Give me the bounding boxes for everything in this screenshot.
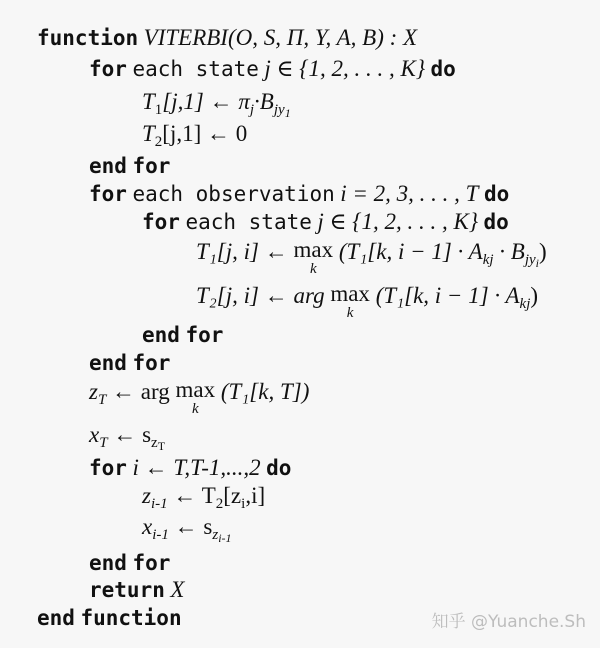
b-term: · B [493, 239, 525, 264]
keyword-end: end [37, 606, 75, 630]
t1-update-rhs: (T₁[k, i − 1] · A [338, 239, 483, 264]
b-subscript: jy [273, 102, 285, 118]
x-symbol: x [142, 514, 153, 539]
line-for-each-state-inner [142, 208, 509, 236]
max-subscript: k [346, 305, 354, 321]
keyword-for: for [89, 182, 127, 206]
z-subscript: i-1 [150, 496, 168, 512]
keyword-function: function [37, 26, 139, 50]
s-assign: ← s [107, 422, 152, 447]
line-for-each-state-init [89, 55, 456, 83]
max-operator [176, 378, 216, 417]
z-subscript: i-1 [218, 531, 232, 545]
s-assign: ← s [168, 514, 213, 539]
keyword-do: do [483, 210, 509, 234]
t1-symbol: T [142, 89, 155, 114]
line-t1-update [196, 238, 547, 277]
keyword-do: do [266, 456, 292, 480]
z-symbol: z [89, 379, 98, 404]
line-end-for-4 [89, 549, 170, 577]
keyword-end: end [89, 351, 127, 375]
keyword-do: do [483, 182, 510, 206]
max-label: max [330, 281, 370, 306]
b-subscript: jy [524, 252, 536, 268]
keyword-end: end [142, 323, 180, 347]
loop-text: each observation [132, 182, 335, 206]
s-subscript: z [212, 527, 219, 543]
closing-paren: ) [539, 239, 547, 264]
t2-subscript: 2 [154, 134, 163, 150]
function-name: VITERBI [143, 25, 228, 50]
max-operator [293, 238, 333, 277]
line-function-header [37, 24, 417, 52]
max-label: max [293, 237, 334, 262]
loop-text: each state [132, 57, 259, 81]
line-t1-init [142, 88, 291, 120]
closing-paren: ) [530, 283, 539, 308]
line-end-function [37, 604, 182, 632]
t2-init-expression: [j,1] ← 0 [162, 121, 248, 146]
a-subscript: kj [519, 296, 531, 312]
loop-range: j ∈ {1, 2, . . . , K} [317, 209, 479, 234]
pi-subscript: j [249, 102, 255, 118]
x-symbol: x [89, 422, 100, 447]
y-subscript: 1 [284, 106, 291, 120]
max-label: max [175, 377, 216, 402]
keyword-for: for [185, 323, 224, 347]
t2-index-close: ,i] [245, 483, 266, 508]
loop-text: each state [185, 210, 312, 234]
loop-range: j ∈ {1, 2, . . . , K} [264, 56, 426, 81]
argmax-argument: (T₁[k, T]) [220, 379, 310, 404]
keyword-for: for [132, 154, 171, 178]
line-z-backtrack [142, 482, 265, 510]
t1-update-lhs: T₁[j, i] ← [196, 239, 288, 264]
s-subscript: z [151, 435, 158, 451]
t2-update-rhs: (T₁[k, i − 1] · A [375, 283, 520, 308]
keyword-for: for [132, 551, 171, 575]
line-end-for-3 [89, 349, 170, 377]
x-subscript: i-1 [152, 527, 169, 543]
a-subscript: kj [482, 252, 494, 268]
max-subscript: k [309, 261, 317, 277]
b-term: ·B [254, 89, 274, 114]
line-for-each-observation [89, 180, 509, 208]
max-subscript: k [191, 401, 199, 417]
line-end-for-1 [89, 152, 170, 180]
line-end-for-2 [142, 321, 223, 349]
function-args: (O, S, Π, Y, A, B) : X [227, 25, 418, 50]
watermark: 知乎 @Yuanche.Sh [431, 612, 586, 632]
keyword-function: function [80, 606, 182, 630]
z-symbol: z [142, 483, 151, 508]
keyword-for: for [142, 210, 180, 234]
t2-update-lhs: T₂[j, i] ← arg [196, 283, 325, 308]
keyword-do: do [430, 57, 456, 81]
t2-symbol: T [142, 121, 155, 146]
t2-assign: ← T [167, 483, 216, 508]
zi-subscript: i [241, 496, 246, 512]
line-t2-update [196, 282, 538, 321]
line-xt-assign [89, 421, 166, 453]
return-value: X [170, 577, 185, 602]
line-backtrack-for [89, 454, 291, 482]
keyword-for: for [89, 456, 127, 480]
t1-init-expression: [j,1] ← π [162, 89, 250, 114]
t2-index-open: [z [223, 483, 242, 508]
keyword-return: return [89, 578, 165, 602]
keyword-end: end [89, 154, 127, 178]
line-x-backtrack [142, 513, 232, 545]
z-subscript: T [157, 439, 166, 453]
line-return [89, 576, 184, 604]
y-subscript: i [535, 256, 540, 270]
z-subscript: T [97, 392, 107, 408]
line-t2-init [142, 120, 247, 148]
max-operator [330, 282, 370, 321]
keyword-for: for [89, 57, 127, 81]
keyword-for: for [132, 351, 171, 375]
x-subscript: T [99, 435, 108, 451]
t2-subscript: 2 [215, 496, 224, 512]
keyword-end: end [89, 551, 127, 575]
t1-subscript: 1 [154, 102, 163, 118]
backtrack-range: i ← T,T-1,...,2 [132, 455, 261, 480]
line-zt-argmax [89, 378, 309, 417]
argmax-prefix: ← arg [106, 379, 170, 404]
loop-range: i = 2, 3, . . . , T [340, 181, 479, 206]
